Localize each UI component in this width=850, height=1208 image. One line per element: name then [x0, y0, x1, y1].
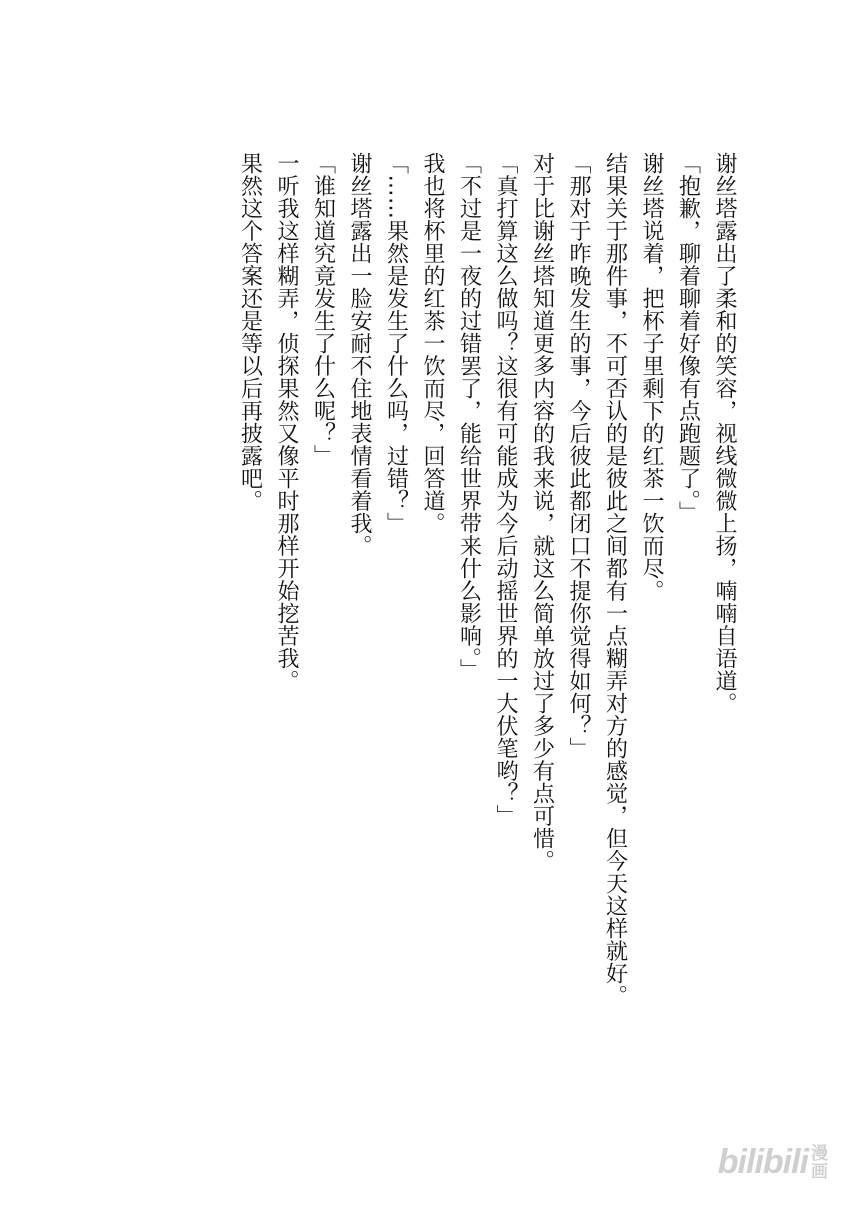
text-line: 果然这个答案还是等以后再披露吧。: [237, 152, 263, 512]
text-line: 「真打算这么做吗？这很有可能成为今后动摇世界的一大伏笔哟？」: [493, 152, 518, 827]
vertical-text-body: [231, 152, 742, 1052]
text-line: 对于比谢丝塔知道更多内容的我来说，就这么简单放过了多少有点可惜。: [529, 152, 555, 872]
manga-label: [811, 1145, 828, 1181]
text-line: 谢丝塔露出了柔和的笑容，视线微微上扬，喃喃自语道。: [712, 152, 737, 715]
manga-label-bottom: 画: [811, 1161, 828, 1181]
text-line: 「抱歉，聊着聊着好像有点跑题了。」: [675, 152, 701, 524]
text-line: 一听我这样糊弄，侦探果然又像平时那样开始挖苦我。: [274, 152, 299, 692]
text-line: 谢丝塔说着，把杯子里剩下的红茶一饮而尽。: [639, 152, 664, 602]
manga-label-top: 漫: [811, 1143, 828, 1163]
bilibili-manga-watermark: [718, 1143, 828, 1182]
bilibili-logo: bilibili: [717, 1143, 808, 1181]
text-line: 「那对于昨晚发生的事，今后彼此都闭口不提你觉得如何？」: [566, 152, 591, 760]
text-line: 我也将杯里的红茶一饮而尽，回答道。: [420, 152, 445, 535]
text-line: 谢丝塔露出一脸安耐不住地表情看着我。: [347, 152, 372, 557]
text-line: 结果关于那件事，不可否认的是彼此之间都有一点糊弄对方的感觉，但今天这样就好。: [602, 152, 628, 1007]
text-line: 「……果然是发生了什么吗，过错？」: [383, 152, 409, 535]
text-line: 「谁知道究竟发生了什么呢？」: [310, 152, 336, 467]
text-line: 「不过是一夜的过错罢了，能给世界带来什么影响。」: [456, 152, 482, 681]
